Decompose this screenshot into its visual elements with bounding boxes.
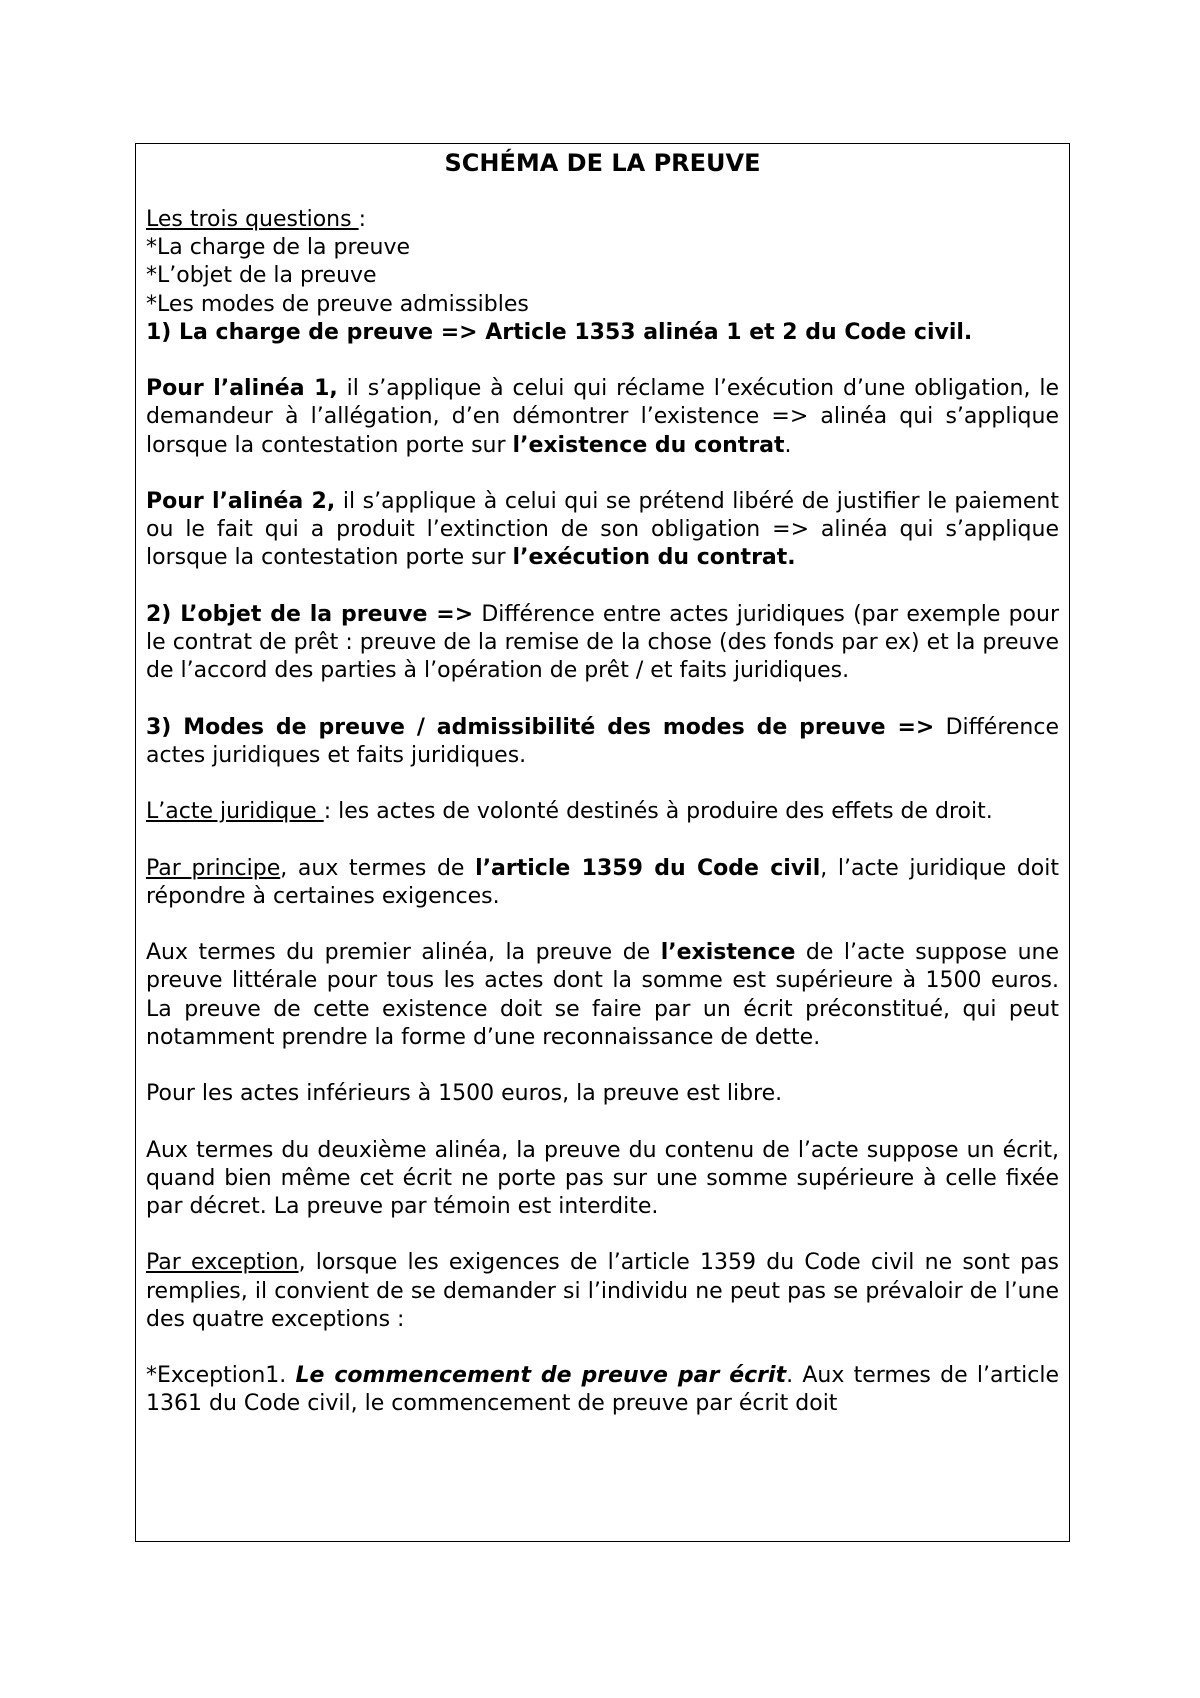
questions-heading: Les trois questions :	[146, 207, 366, 232]
exception-1-paragraph: *Exception1. Le commencement de preuve par écrit. Aux termes de l’article 1361 du Code civil, le commencement de preuve par écrit doit	[146, 1363, 1059, 1417]
section-1-heading: 1) La charge de preuve => Article 1353 alinéa 1 et 2 du Code civil.	[146, 319, 973, 345]
question-item: *Les modes de preuve admissibles	[146, 291, 529, 317]
acte-juridique-paragraph: L’acte juridique : les actes de volonté destinés à produire des effets de droit.	[146, 799, 993, 825]
paragraph-alinea-1: Pour l’alinéa 1, il s’applique à celui qui réclame l’exécution d’une obligation, le demandeur à l’allégation, d’en démontrer l’existence => alinéa qui s’applique lorsque la contestation porte sur l’existence du contrat.	[146, 376, 1059, 458]
section-2-paragraph: 2) L’objet de la preuve => Différence entre actes juridiques (par exemple pour le contrat de prêt : preuve de la remise de la chose (des fonds par ex) et la preuve de l’accord des parties à l’opération de prêt / et faits juridiques.	[146, 601, 1059, 684]
question-item: *L’objet de la preuve	[146, 263, 377, 289]
question-item: *La charge de la preuve	[146, 235, 411, 261]
page-title: SCHÉMA DE LA PREUVE	[444, 149, 761, 177]
deuxieme-alinea-paragraph: Aux termes du deuxième alinéa, la preuve du contenu de l’acte suppose un écrit, quand bien même cet écrit ne porte pas sur une somme supérieure à celle fixée par décret. La preuve par témoin est interdite.	[146, 1137, 1059, 1219]
paragraph-alinea-2: Pour l’alinéa 2, il s’applique à celui qui se prétend libéré de justifier le paiement ou le fait qui a produit l’extinction de son obligation => alinéa qui s’applique lorsque la contestation porte sur l’exécution du contrat.	[146, 489, 1059, 571]
par-exception-paragraph: Par exception, lorsque les exigences de l’article 1359 du Code civil ne sont pas remplies, il convient de se demander si l’individu ne peut pas se prévaloir de l’une des quatre exceptions :	[146, 1250, 1059, 1332]
par-principe-paragraph: Par principe, aux termes de l’article 1359 du Code civil, l’acte juridique doit répondre à certaines exigences.	[146, 855, 1060, 909]
section-3-paragraph: 3) Modes de preuve / admissibilité des modes de preuve => Différence actes juridiques et faits juridiques.	[146, 714, 1059, 768]
content-box	[135, 143, 1070, 1542]
premier-alinea-paragraph: Aux termes du premier alinéa, la preuve de l’existence de l’acte suppose une preuve littérale pour tous les actes dont la somme est supérieure à 1500 euros. La preuve de cette existence doit se faire par un écrit préconstitué, qui peut notamment prendre la forme d’une reconnaissance de dette.	[146, 940, 1059, 1050]
preuve-libre-paragraph: Pour les actes inférieurs à 1500 euros, la preuve est libre.	[146, 1081, 783, 1107]
